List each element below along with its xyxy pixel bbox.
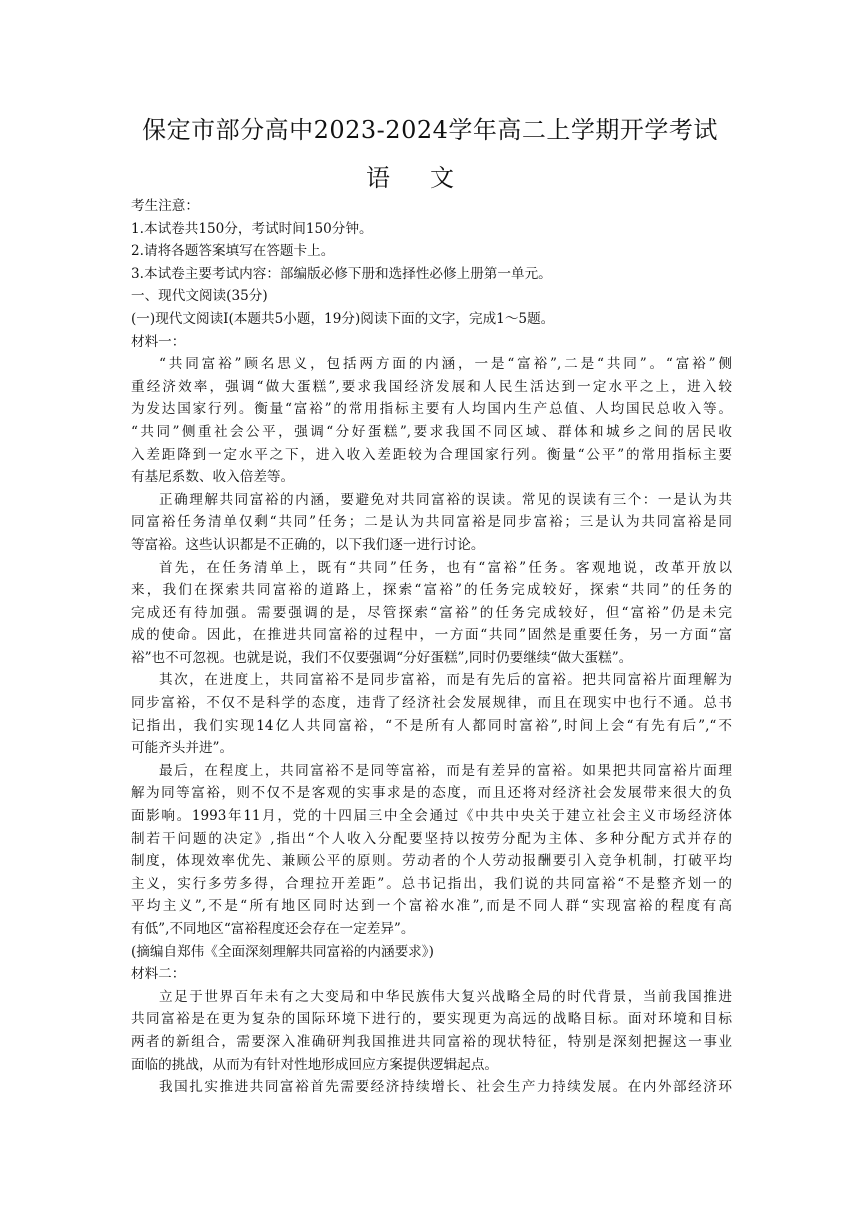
text-line: 正确理解共同富裕的内涵，要避免对共同富裕的误读。常见的误读有三个：一是认为共: [159, 491, 732, 508]
text-line: 面影响。1993年11月，党的十四届三中全会通过《中共中央关于建立社会主义市场经济体: [131, 808, 732, 825]
notice-heading: 考生注意：: [131, 198, 199, 214]
text-line: 制度，体现效率优先、兼顾公平的原则。劳动者的个人劳动报酬要引入竞争机制，打破平均: [131, 853, 732, 870]
text-line: 重经济效率，强调“做大蛋糕”,要求我国经济发展和人民生活达到一定水平之上，进入较: [131, 378, 732, 395]
text-line: 等富裕。这些认识都是不正确的，以下我们逐一进行讨论。: [131, 536, 485, 553]
page-title: 保定市部分高中2023-2024学年高二上学期开学考试: [142, 116, 718, 144]
text-line: 其次，在进度上，共同富裕不是同步富裕，而是有先后的富裕。把共同富裕片面理解为: [159, 672, 732, 689]
text-line: 首先，在任务清单上，既有“共同”任务，也有“富裕”任务。客观地说，改革开放以: [159, 559, 732, 576]
text-line: 解为同等富裕，则不仅不是客观的实事求是的态度，而且还将对经济社会发展带来很大的负: [131, 785, 732, 802]
text-line: 两者的新组合，需要深入准确研判我国推进共同富裕的现状特征，特别是深刻把握这一事业: [131, 1033, 732, 1050]
notice-item: 2.请将各题答案填写在答题卡上。: [131, 243, 335, 260]
material-1-paragraph-3: [131, 557, 732, 670]
text-line: 为发达国家行列。衡量“富裕”的常用指标主要有人均国内生产总值、人均国民总收入等。: [131, 401, 732, 418]
text-line: 同步富裕，不仅不是科学的态度，违背了经济社会发展规律，而且在现实中也行不通。总书: [131, 695, 732, 712]
text-line: 我国扎实推进共同富裕首先需要经济持续增长、社会生产力持续发展。在内外部经济环: [159, 1079, 732, 1096]
text-line: 同富裕任务清单仅剩“共同”任务；二是认为共同富裕是同步富裕；三是认为共同富裕是同: [131, 514, 732, 531]
text-line: 面临的挑战，从而为有针对性地形成回应方案提供逻辑起点。: [131, 1056, 499, 1073]
text-line: 主义，实行多劳多得，合理拉开差距”。总书记指出，我们说的共同富裕“不是整齐划一的: [131, 875, 732, 892]
material-2-paragraph-2: [131, 1076, 732, 1099]
text-line: 最后，在程度上，共同富裕不是同等富裕，而是有差异的富裕。如果把共同富裕片面理: [159, 762, 732, 779]
text-line: “共同”侧重社会公平，强调“分好蛋糕”,要求我国不同区域、群体和城乡之间的居民收: [131, 423, 732, 440]
exam-content: [131, 195, 732, 1099]
text-line: 共同富裕是在更为复杂的国际环境下进行的，要实现更为高远的战略目标。面对环境和目标: [131, 1011, 732, 1028]
text-line: 来，我们在探索共同富裕的道路上，探索“富裕”的任务完成较好，探索“共同”的任务的: [131, 582, 732, 599]
text-line: 制若干问题的决定》,指出“个人收入分配要坚持以按劳分配为主体、多种分配方式并存的: [131, 830, 732, 847]
material-1-paragraph-5: [131, 760, 732, 941]
text-line: 成的使命。因此，在推进共同富裕的过程中，一方面“共同”固然是重要任务，另一方面“富: [131, 627, 732, 644]
text-line: 有基尼系数、收入倍差等。: [131, 469, 295, 486]
notice-item: 1.本试卷共150分，考试时间150分钟。: [131, 220, 373, 237]
text-line: “共同富裕”顾名思义，包括两方面的内涵，一是“富裕”,二是“共同”。“富裕”侧: [159, 356, 732, 373]
text-line: 可能齐头并进”。: [131, 740, 234, 757]
notice-item: 3.本试卷主要考试内容：部编版必修下册和选择性必修上册第一单元。: [131, 265, 552, 282]
text-line: 记指出，我们实现14亿人共同富裕，“不是所有人都同时富裕”,时间上会“有先有后”,“不: [131, 717, 732, 734]
section-heading: 一、现代文阅读(35分): [131, 288, 268, 305]
subject-title: 语文: [366, 164, 494, 192]
material-1-source: (摘编自郑伟《全面深刻理解共同富裕的内涵要求》): [131, 943, 434, 960]
text-line: 裕”也不可忽视。也就是说，我们不仅要强调“分好蛋糕”,同时仍要继续“做大蛋糕”。: [131, 649, 633, 666]
text-line: 有低”,不同地区“富裕程度还会存在一定差异”。: [131, 921, 415, 937]
material-2-paragraph-1: [131, 986, 732, 1076]
text-line: 平均主义”,不是“所有地区同时达到一个富裕水准”,而是不同人群“实现富裕的程度有高: [131, 898, 732, 915]
material-1-paragraph-1: [131, 353, 732, 489]
text-line: 完成还有待加强。需要强调的是，尽管探索“富裕”的任务完成较好，但“富裕”仍是未完: [131, 604, 732, 621]
material-1-paragraph-4: [131, 669, 732, 759]
material-1-label: 材料一：: [131, 333, 186, 350]
material-2-label: 材料二：: [131, 966, 186, 983]
section-subheading: (一)现代文阅读I(本题共5小题，19分)阅读下面的文字，完成1～5题。: [131, 310, 555, 327]
text-line: 入差距降到一定水平之下，进入收入差距较为合理国家行列。衡量“公平”的常用指标主要: [131, 446, 732, 463]
material-1-paragraph-2: [131, 489, 732, 557]
text-line: 立足于世界百年未有之大变局和中华民族伟大复兴战略全局的时代背景，当前我国推进: [159, 988, 732, 1005]
